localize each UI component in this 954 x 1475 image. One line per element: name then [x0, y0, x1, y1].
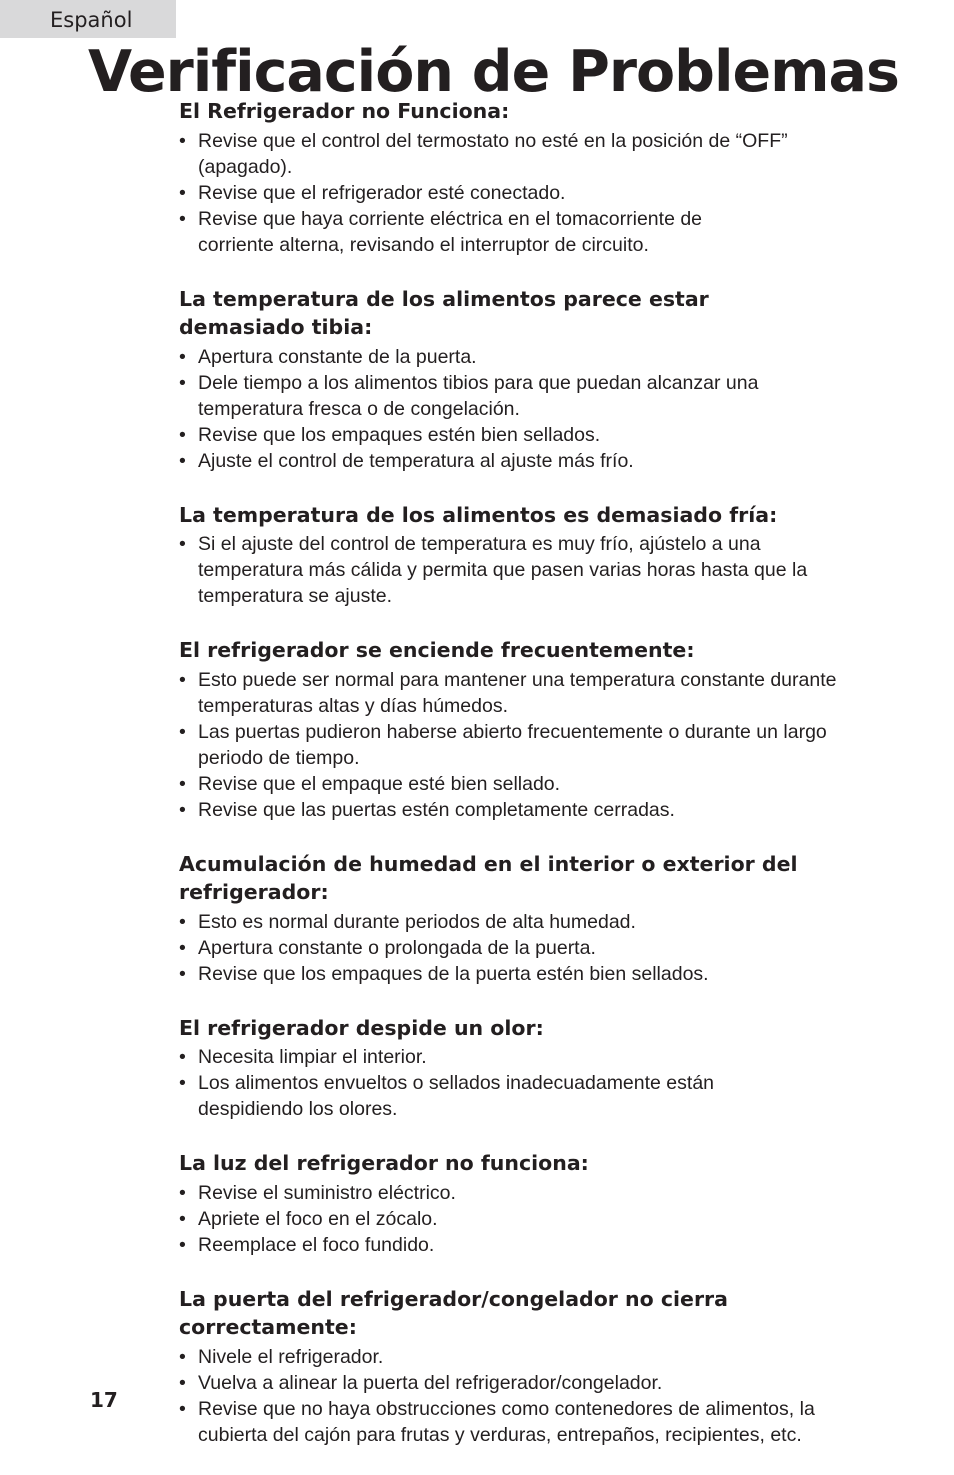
list-item: • Reemplace el foco fundido. — [179, 1232, 899, 1258]
section-door-not-closing — [179, 1285, 899, 1448]
bullet-list — [179, 128, 899, 258]
section-heading: El refrigerador se enciende frecuentemente: — [179, 638, 695, 662]
page-number: 17 — [90, 1388, 118, 1412]
list-item: • Vuelva a alinear la puerta del refrigerador/congelador. — [179, 1370, 899, 1396]
section-moisture-buildup — [179, 850, 899, 987]
section-not-working — [179, 97, 899, 258]
list-item: • Revise que el control del termostato no esté en la posición de “OFF” (apagado). — [179, 128, 838, 180]
section-turns-on-frequently — [179, 636, 899, 823]
list-item: • Revise que haya corriente eléctrica en el tomacorriente de corriente alterna, revisando el interruptor de circuito. — [179, 206, 758, 258]
list-item: • Si el ajuste del control de temperatura es muy frío, ajústelo a una temperatura más cálida y permita que pasen varias horas hasta que la temperatura se ajuste. — [179, 531, 813, 609]
list-item: • Apriete el foco en el zócalo. — [179, 1206, 899, 1232]
section-heading: La temperatura de los alimentos es demasiado fría: — [179, 502, 778, 527]
section-odor — [179, 1014, 899, 1123]
section-food-too-warm — [179, 285, 899, 474]
troubleshooting-content — [179, 97, 899, 1475]
list-item: • Necesita limpiar el interior. — [179, 1044, 899, 1070]
bullet-list — [179, 667, 899, 823]
list-item: • Revise que los empaques estén bien sellados. — [179, 422, 899, 448]
bullet-list — [179, 1044, 899, 1122]
list-item: • Revise que el refrigerador esté conectado. — [179, 180, 899, 206]
list-item: • Revise que no haya obstrucciones como contenedores de alimentos, la cubierta del cajón para frutas y verduras, entrepaños, recipientes, etc. — [179, 1396, 878, 1448]
language-tab: Español — [0, 0, 176, 38]
bullet-list — [179, 909, 899, 987]
list-item: • Esto es normal durante periodos de alta humedad. — [179, 909, 899, 935]
page-title: Verificación de Problemas — [88, 39, 899, 105]
section-heading: El refrigerador despide un olor: — [179, 1015, 544, 1040]
bullet-list — [179, 1180, 899, 1258]
section-heading: La temperatura de los alimentos parece estar demasiado tibia: — [179, 286, 709, 339]
bullet-list — [179, 1344, 899, 1448]
list-item: • Nivele el refrigerador. — [179, 1344, 899, 1370]
list-item: • Dele tiempo a los alimentos tibios para que puedan alcanzar una temperatura fresca o de congelación. — [179, 370, 828, 422]
bullet-list — [179, 344, 899, 474]
list-item: • Revise que el empaque esté bien sellado. — [179, 771, 899, 797]
list-item: • Revise el suministro eléctrico. — [179, 1180, 899, 1206]
section-heading: La puerta del refrigerador/congelador no cierra correctamente: — [179, 1286, 728, 1339]
section-heading: El Refrigerador no Funciona: — [179, 99, 510, 123]
list-item: • Esto puede ser normal para mantener una temperatura constante durante temperaturas altas y días húmedos. — [179, 667, 898, 719]
section-heading: Acumulación de humedad en el interior o exterior del refrigerador: — [179, 851, 798, 904]
list-item: • Las puertas pudieron haberse abierto frecuentemente o durante un largo periodo de tiempo. — [179, 719, 838, 771]
list-item: • Revise que los empaques de la puerta estén bien sellados. — [179, 961, 899, 987]
list-item: • Revise que las puertas estén completamente cerradas. — [179, 797, 899, 823]
list-item: • Ajuste el control de temperatura al ajuste más frío. — [179, 448, 899, 474]
section-light-not-working — [179, 1149, 899, 1258]
list-item: • Los alimentos envueltos o sellados inadecuadamente están despidiendo los olores. — [179, 1070, 768, 1122]
list-item: • Apertura constante o prolongada de la puerta. — [179, 935, 899, 961]
list-item: • Apertura constante de la puerta. — [179, 344, 899, 370]
section-heading: La luz del refrigerador no funciona: — [179, 1151, 589, 1175]
bullet-list — [179, 531, 899, 609]
section-food-too-cold — [179, 501, 899, 610]
